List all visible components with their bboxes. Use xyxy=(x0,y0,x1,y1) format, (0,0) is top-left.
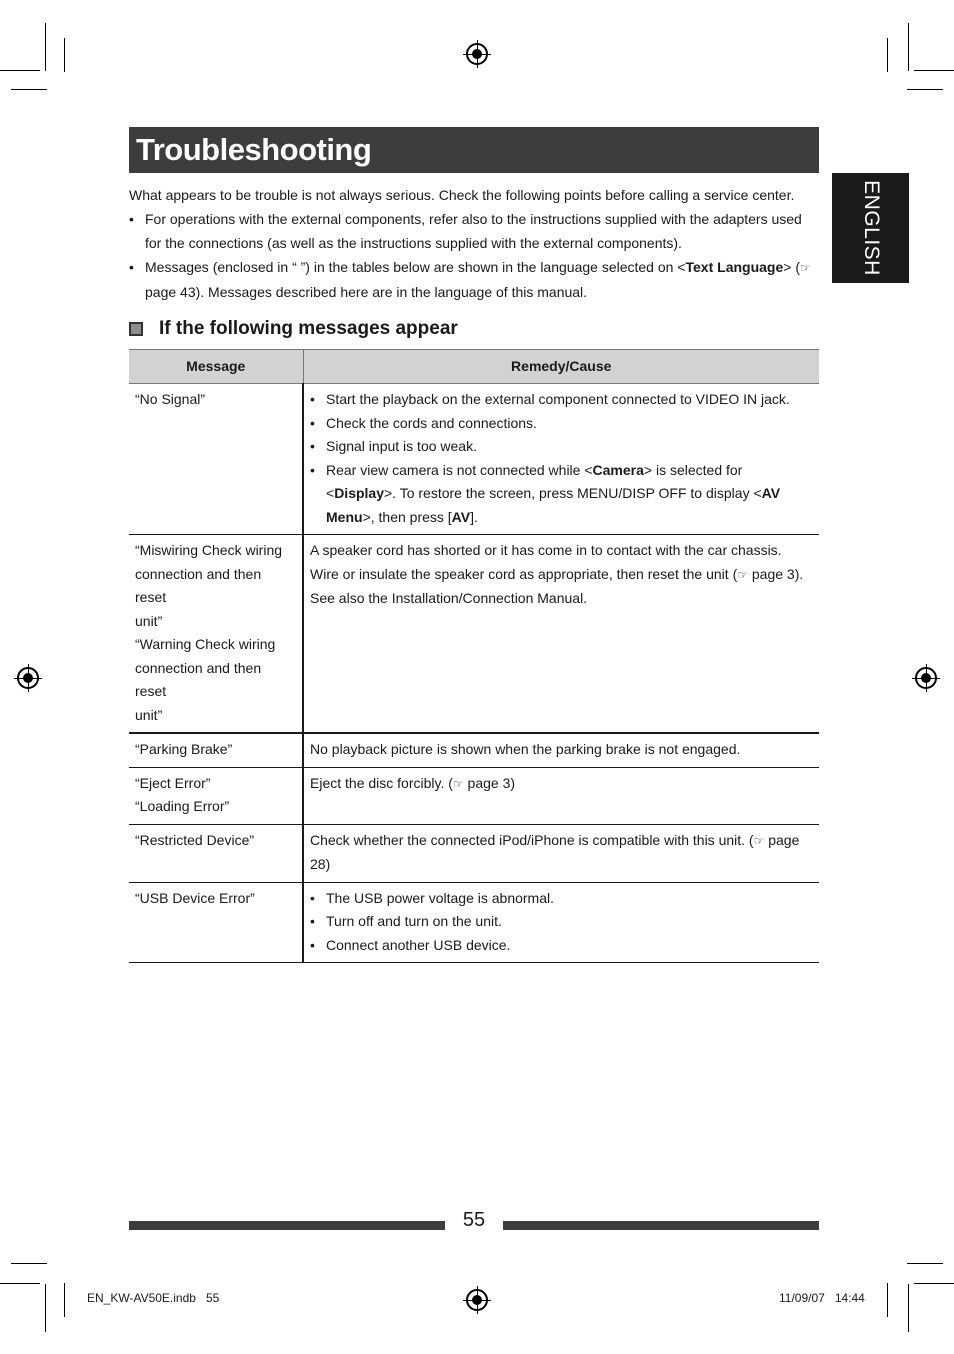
pointing-hand-icon: ☞ xyxy=(753,833,765,848)
remedy-cell: No playback picture is shown when the parking brake is not engaged. xyxy=(303,733,819,767)
remedy-cell xyxy=(303,882,819,963)
column-header-message: Message xyxy=(129,350,303,384)
table-row xyxy=(129,733,819,767)
message-cell: “Restricted Device” xyxy=(129,824,303,882)
language-tab xyxy=(832,173,909,283)
page-number: 55 xyxy=(462,1209,486,1231)
remedy-bullet: • Signal input is too weak. xyxy=(310,435,813,459)
remedy-cell: Eject the disc forcibly. (☞ page 3) xyxy=(303,767,819,824)
remedy-bullet: • The USB power voltage is abnormal. xyxy=(310,887,813,911)
intro-bullet: • For operations with the external components, refer also to the instructions supplied with the adapters used for the connections (as well as the instructions supplied with the external components). xyxy=(129,207,819,255)
pointing-hand-icon: ☞ xyxy=(800,261,811,275)
remedy-cell: A speaker cord has shorted or it has come in to contact with the car chassis. Wire or insulate the speaker cord as appropriate, then reset the unit (☞ page 3). See also the Installation/Connection Manual. xyxy=(303,535,819,734)
crop-mark xyxy=(887,38,888,72)
registration-mark-icon xyxy=(466,1289,488,1311)
crop-mark xyxy=(908,1284,909,1332)
message-cell: “Eject Error” “Loading Error” xyxy=(129,767,303,824)
crop-mark xyxy=(64,1283,65,1317)
message-cell: “Parking Brake” xyxy=(129,733,303,767)
crop-mark xyxy=(11,89,47,90)
print-slug-date: 11/09/07 14:44 xyxy=(779,1291,865,1305)
crop-mark xyxy=(64,38,65,72)
page-title: Troubleshooting xyxy=(129,127,819,173)
language-tab-label: ENGLISH xyxy=(859,180,883,276)
crop-mark xyxy=(11,1263,47,1264)
crop-mark xyxy=(45,1284,46,1332)
pointing-hand-icon: ☞ xyxy=(452,776,464,791)
crop-mark xyxy=(914,70,954,71)
table-row xyxy=(129,882,819,963)
setting-name: Text Language xyxy=(685,259,784,275)
section-heading-text: If the following messages appear xyxy=(159,318,458,339)
remedy-bullet: • Connect another USB device. xyxy=(310,934,813,958)
registration-mark-icon xyxy=(466,43,488,65)
footer-bar-left xyxy=(129,1221,445,1230)
intro-lead: What appears to be trouble is not always serious. Check the following points before calling a service center. xyxy=(129,187,795,203)
intro-text xyxy=(129,183,819,304)
message-cell: “USB Device Error” xyxy=(129,882,303,963)
column-header-remedy: Remedy/Cause xyxy=(303,350,819,384)
table-header-row xyxy=(129,350,819,384)
table-row xyxy=(129,535,819,734)
pointing-hand-icon: ☞ xyxy=(737,567,748,582)
table-row xyxy=(129,767,819,824)
crop-mark xyxy=(0,70,40,71)
crop-mark xyxy=(908,23,909,71)
footer-bar-right xyxy=(503,1221,819,1230)
intro-bullets xyxy=(129,207,819,304)
table-row xyxy=(129,384,819,535)
square-bullet-icon xyxy=(129,322,143,336)
remedy-cell: Check whether the connected iPod/iPhone is compatible with this unit. (☞ page 28) xyxy=(303,824,819,882)
remedy-bullet: • Rear view camera is not connected while <Camera> is selected for <Display>. To restore the screen, press MENU/DISP OFF to display <AV Menu>, then press [AV]. xyxy=(310,459,813,530)
intro-bullet: • Messages (enclosed in “ ”) in the tables below are shown in the language selected on <Text Language> (☞ page 43). Messages described here are in the language of this manual. xyxy=(129,255,819,304)
message-cell: “Miswiring Check wiring connection and then reset unit” “Warning Check wiring connection and then reset unit” xyxy=(129,535,303,734)
registration-mark-icon xyxy=(915,667,937,689)
crop-mark xyxy=(914,1283,954,1284)
crop-mark xyxy=(45,23,46,71)
print-slug-filename: EN_KW-AV50E.indb 55 xyxy=(87,1291,220,1305)
table-row xyxy=(129,824,819,882)
remedy-bullet: • Start the playback on the external component connected to VIDEO IN jack. xyxy=(310,388,813,412)
crop-mark xyxy=(907,1263,943,1264)
registration-mark-icon xyxy=(17,667,39,689)
message-cell: “No Signal” xyxy=(129,384,303,535)
remedy-bullet: • Turn off and turn on the unit. xyxy=(310,910,813,934)
remedy-cell xyxy=(303,384,819,535)
crop-mark xyxy=(0,1283,40,1284)
crop-mark xyxy=(907,89,943,90)
remedy-bullet: • Check the cords and connections. xyxy=(310,412,813,436)
section-heading xyxy=(129,315,458,343)
messages-table xyxy=(129,349,819,963)
crop-mark xyxy=(887,1283,888,1317)
